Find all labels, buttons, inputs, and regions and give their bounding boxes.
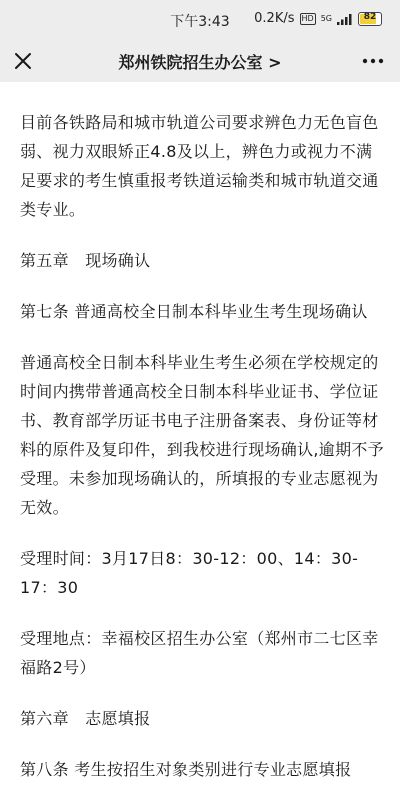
article-paragraph: 普通高校全日制本科毕业生考生必须在学校规定的时间内携带普通高校全日制本科毕业证书、学位证书、教育部学历证书电子注册备案表、身份证等材料的原件及复印件，到我校进行现场确认,逾期不予受理。未参加现场确认的，所填报的专业志愿视为无效。	[20, 353, 384, 517]
battery-icon	[358, 12, 382, 26]
article-heading: 第八条 考生按招生对象类别进行专业志愿填报	[20, 760, 352, 779]
article-paragraph: 目前各铁路局和城市轨道公司要求辨色力无色盲色弱、视力双眼矫正4.8及以上，辨色力或视力不满足要求的考生慎重报考铁道运输类和城市轨道交通类专业。	[20, 113, 379, 219]
network-speed: 0.2K/s	[254, 11, 295, 26]
chapter-heading: 第六章 志愿填报	[20, 709, 151, 728]
page-title[interactable]: 郑州铁院招生办公室 >	[118, 53, 282, 72]
article-content	[20, 108, 386, 806]
status-indicators	[254, 11, 382, 26]
network-type: 5G	[320, 13, 332, 23]
more-icon[interactable]	[360, 48, 386, 74]
article-paragraph: 受理地点：幸福校区招生办公室（郑州市二七区幸福路2号）	[20, 629, 379, 677]
article-paragraph: 受理时间：3月17日8：30-12：00、14：30-17：30	[20, 549, 359, 597]
status-time: 下午3:43	[170, 14, 230, 30]
hd-badge: HD	[301, 13, 314, 23]
signal-icon	[337, 13, 353, 25]
close-icon[interactable]	[10, 48, 36, 74]
status-bar	[0, 0, 400, 40]
nav-bar	[0, 40, 400, 82]
article-heading: 第七条 普通高校全日制本科毕业生考生现场确认	[20, 302, 368, 321]
battery-level: 82	[363, 11, 377, 22]
chapter-heading: 第五章 现场确认	[20, 251, 151, 270]
